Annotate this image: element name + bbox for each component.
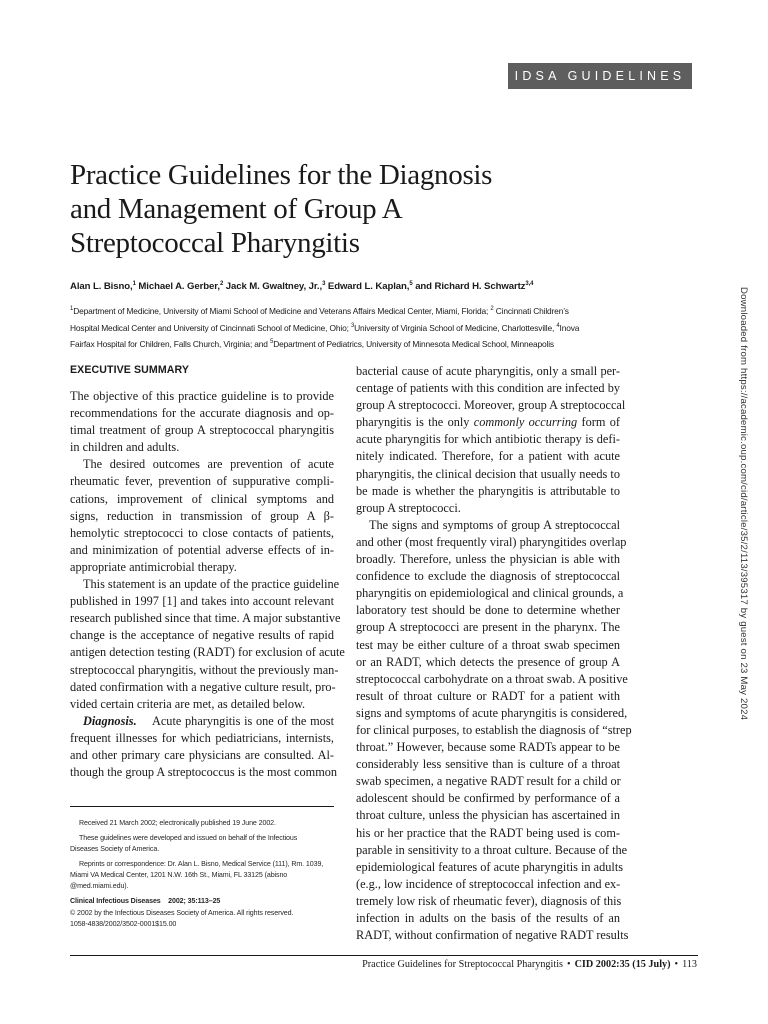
text-line: pharyngitis on epidemiological and clinical grounds, a [356,586,624,601]
paragraph-lead-in: Diagnosis. [83,713,137,728]
text-line: for clinical purposes, to establish the diagnosis of “strep [356,722,632,737]
text-line: confidence to exclude the diagnosis of streptococcal [356,569,620,584]
text-line: test may be either culture of a throat swab specimen [356,637,620,652]
footnote-divider [70,806,334,807]
affiliation-mark: 2 [490,306,494,312]
running-title: Practice Guidelines for Streptococcal Pharyngitis [362,959,563,970]
affiliation-text: Department of Pediatrics, University of Minnesota Medical School, Minneapolis [273,339,554,349]
title-line: Practice Guidelines for the Diagnosis [70,159,493,191]
emphasis: commonly occurring [473,415,578,430]
text-line: though the group A streptococcus is the most common [70,765,338,780]
text-line: frequent illnesses for which pediatricians, internists, [70,730,334,745]
article-title [70,158,590,260]
text-line: This statement is an update of the practice guideline [83,577,340,592]
affiliations [70,302,700,352]
body-column-right [356,363,632,944]
text-line: swab specimen, a negative RADT result for a child or [356,774,621,789]
text-line: streptococcal carbohydrate on a throat swab. A positive [356,671,628,686]
text-line: Diagnosis. Acute pharyngitis is one of the most [83,713,334,728]
bullet-separator: • [567,959,571,970]
text-line: The desired outcomes are prevention of acute [83,457,334,472]
copyright-note: © 2002 by the Infectious Diseases Society of America. All rights reserved. [70,909,294,917]
affiliation-mark: 5 [270,339,274,345]
text-line: adolescent should be confirmed by performance of a [356,791,620,806]
affiliation-text: University of Virginia School of Medicine, Charlottesville, [354,322,557,333]
footnotes [70,818,334,930]
author-name: Edward L. Kaplan, [327,281,410,292]
text-line: recommendations for the accurate diagnosis and op- [70,406,334,421]
citation: 2002; 35:113–25 [168,897,221,905]
text-line: parable in sensitivity to a throat culture. Because of the [356,842,628,857]
text-line: epidemiological features of acute pharyngitis in adults [356,859,624,874]
bullet-separator: • [674,959,679,970]
download-notice[interactable]: Downloaded from https://academic.oup.com/cid/article/35/2/113/395317 by guest on 23 May 2024 [738,287,749,721]
text-line: hemolytic streptococci to close contacts of patients, [70,525,334,540]
text-line: his or her practice that the RADT being used is com- [356,825,620,840]
text-line: pharyngitis, the clinical decision that usually needs to [356,466,620,481]
section-heading: EXECUTIVE SUMMARY [70,364,190,376]
journal-name: Clinical Infectious Diseases [70,897,161,905]
affiliation-text: Hospital Medical Center and University of Cincinnati School of Medicine, Ohio; [70,322,351,333]
author-affiliation-mark: 2 [219,281,224,287]
footer-divider [70,955,698,956]
text-line: signs, reduction in transmission of group A β- [70,508,334,523]
text-line: broadly. Therefore, unless the physician is able with [356,552,620,567]
text-line: in children and adults. [70,440,180,455]
text-line: laboratory test should be done to determine whether [356,603,620,618]
text-line: and other (most frequently viral) pharyngitides overlap [356,534,627,549]
affiliation-text: Fairfax Hospital for Children, Falls Church, Virginia; and [70,339,270,349]
text-line: group A streptococci are present in the pharynx. The [356,620,620,635]
affiliation-text: Cincinnati Children’s [493,306,569,316]
text-line: dated confirmation with a negative culture result, pro- [70,679,336,694]
text-line: research published since that time. A major substantive [70,611,341,626]
text-line: infection in adults on the basis of the results of an [356,911,620,925]
affiliation-text: Department of Medicine, University of Miami School of Medicine and Veterans Affairs Medical Center, Miami, Florida; [73,306,491,316]
author-affiliation-mark: 5 [409,281,413,287]
citation-line [70,896,334,907]
text-line: considerably less sensitive than is culture of a throat [356,757,620,772]
reprints-note: Miami VA Medical Center, 1201 N.W. 16th St., Miami, FL 33125 (abisno [70,871,288,879]
section-banner: IDSA GUIDELINES [508,63,692,89]
affiliation-line [70,335,700,352]
reprints-note: @med.miami.edu). [70,882,129,890]
author-list [70,281,690,292]
text-line: published in 1997 [1] and takes into account relevant [70,594,334,609]
affiliation-line [70,319,700,336]
affiliation-mark: 1 [70,306,74,312]
text-line: and other primary care physicians are consulted. Al- [70,747,334,762]
text-line: result of throat culture or RADT for a patient with [356,688,620,703]
page-number: 113 [682,959,697,970]
text-line: streptococcal pharyngitis, without the previously man- [70,662,339,677]
text-line: rheumatic fever, prevention of suppurative compli- [70,474,334,489]
text-line: throat.” However, because some RADTs appear to be [356,740,620,755]
text-line: group A streptococci. Moreover, group A streptococcal [356,398,626,413]
author-affiliation-mark: 3 [322,281,326,287]
text-line: and minimization of potential adverse effects of in- [70,542,334,557]
text-line: appropriate antimicrobial therapy. [70,559,237,574]
title-line: and Management of Group A [70,193,403,225]
reprints-note: Reprints or correspondence: Dr. Alan L. Bisno, Medical Service (111), Rm. 1039, [79,860,324,868]
body-column-left [70,388,345,781]
text-line: group A streptococci. [356,500,461,515]
author-affiliation-mark: 1 [132,281,136,287]
text-line: throat culture, unless the physician has ascertained in [356,808,620,823]
text-line: pharyngitis is the only commonly occurring form of [356,415,620,430]
author-name: Jack M. Gwaltney, Jr., [225,281,323,292]
text-line: centage of patients with this condition are infected by [356,381,620,396]
guidelines-note: These guidelines were developed and issued on behalf of the Infectious [79,834,298,842]
affiliation-mark: 4 [556,322,560,329]
text-line: signs and symptoms of acute pharyngitis is considered, [356,705,628,720]
affiliation-mark: 3 [350,322,355,329]
text-line: cations, improvement of clinical symptoms and [70,491,334,506]
issn-note: 1058-4838/2002/3502-0001$15.00 [70,920,177,928]
guidelines-note: Diseases Society of America. [70,845,160,853]
text-line: bacterial cause of acute pharyngitis, only a small per- [356,364,620,378]
text-line: (e.g., low incidence of streptococcal infection and ex- [356,876,621,891]
author-name: and Richard H. Schwartz [415,281,526,292]
text-line: change is the acceptance of negative results of rapid [70,628,334,643]
text-line: timal treatment of group A streptococcal pharyngitis [70,423,334,438]
title-line: Streptococcal Pharyngitis [70,227,360,259]
page-footer [362,959,697,970]
affiliation-text: Inova [559,322,580,333]
text-line: vided certain criteria are met, as detailed below. [70,696,306,711]
affiliation-line [70,302,700,319]
text-line: be made is whether the pharyngitis is attributable to [356,483,620,498]
text-line: or an RADT, which detects the presence of group A [356,654,620,669]
received-note: Received 21 March 2002; electronically published 19 June 2002. [79,819,276,827]
author-affiliation-mark: 3,4 [525,281,534,287]
text-line: RADT, without confirmation of negative RADT results [356,928,629,943]
author-name: Michael A. Gerber, [138,281,220,292]
text-line: acute pharyngitis for which antibiotic therapy is defi- [356,432,620,447]
text-line: antigen detection testing (RADT) for exclusion of acute [70,645,345,660]
text-line: The signs and symptoms of group A streptococcal [369,517,620,532]
text-line: tremely low risk of rheumatic fever), diagnosis of this [356,893,622,908]
text-line: nitely indicated. Therefore, for a patient with acute [356,449,620,464]
journal-issue: CID 2002:35 (15 July) [574,959,671,970]
text-line: The objective of this practice guideline is to provide [70,389,334,403]
author-name: Alan L. Bisno, [70,281,133,292]
